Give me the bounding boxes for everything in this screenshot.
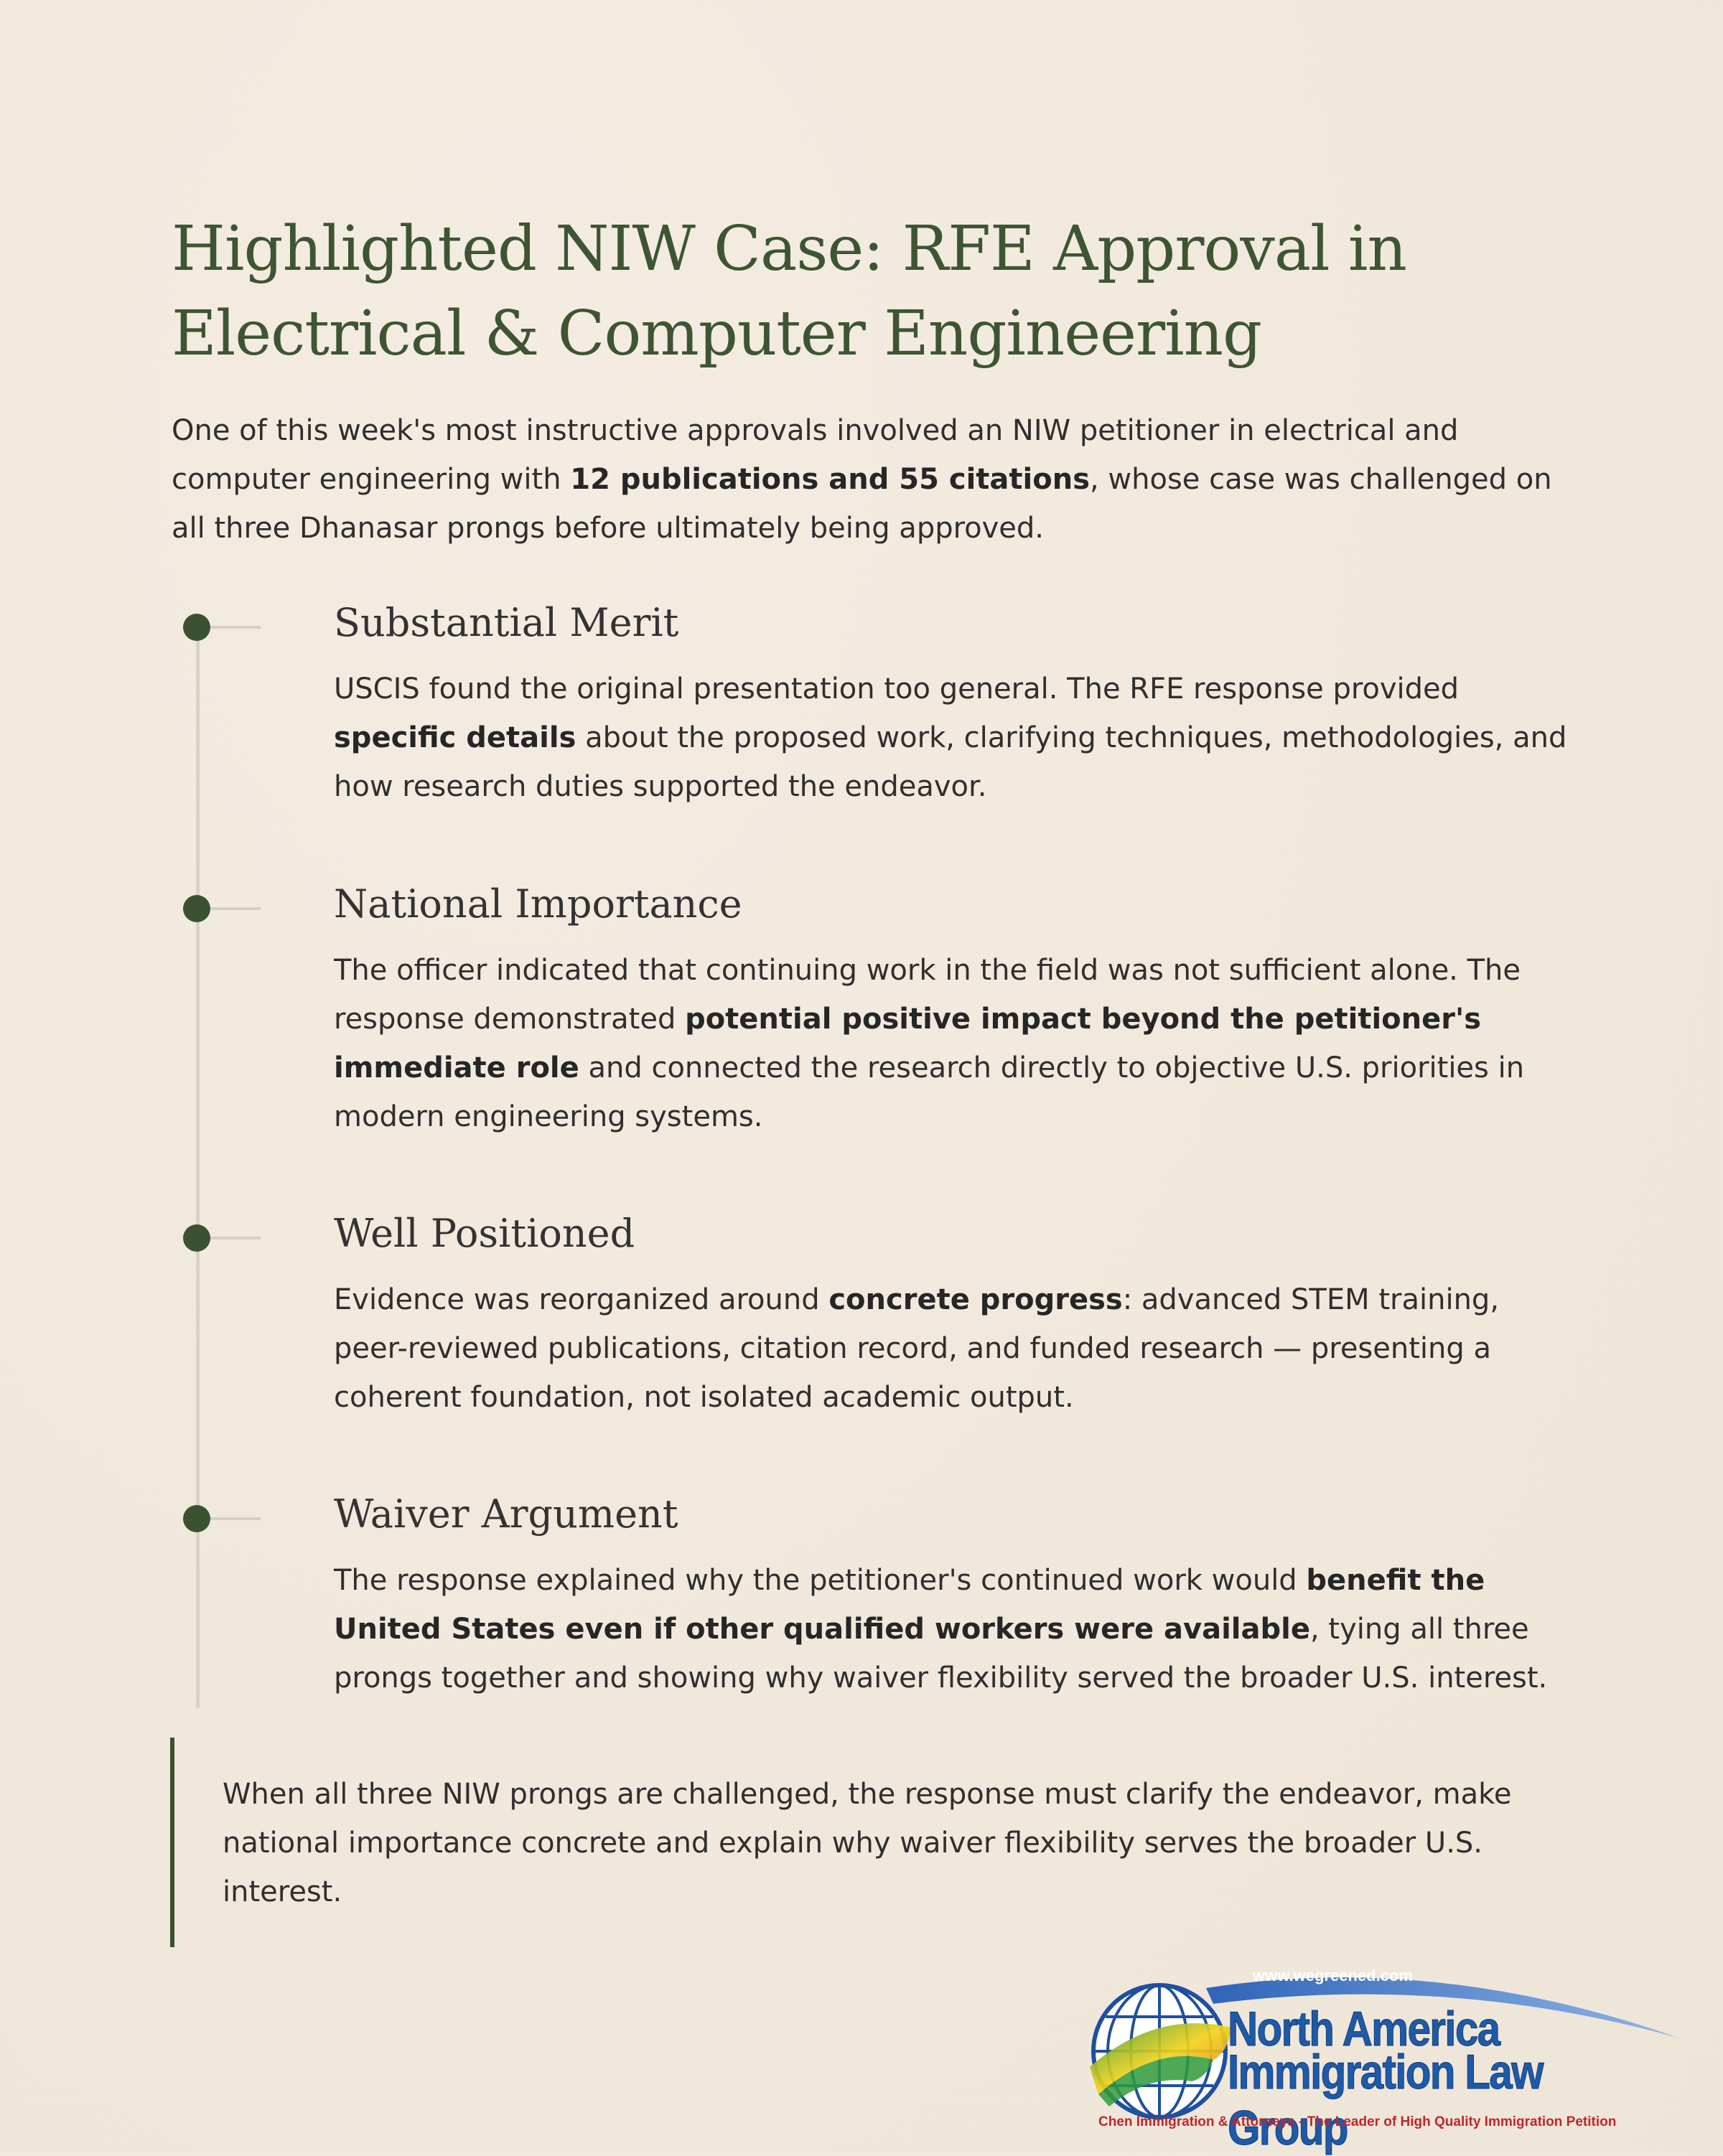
quote-accent-bar: [170, 1738, 174, 1947]
title-line-1: Highlighted NIW Case: RFE Approval in: [172, 213, 1406, 285]
section-title-national-importance: National Importance: [334, 881, 742, 927]
section-highlight: potential positive impact beyond the petitioner's immediate role: [334, 1003, 1482, 1084]
title-line-2: Electrical & Computer Engineering: [172, 298, 1262, 370]
section-text-end: and connected the research directly to objective U.S. priorities in modern engineering systems.: [334, 1051, 1525, 1133]
section-text-start: The officer indicated that continuing work in the field was not sufficient alone. The response demonstrated: [334, 954, 1521, 1036]
logo-name-line-2: Immigration Law Group: [1228, 2045, 1543, 2155]
logo-name-line-1: North America: [1228, 2002, 1500, 2056]
section-title-waiver-argument: Waiver Argument: [334, 1491, 678, 1537]
timeline-dot: [183, 1224, 210, 1252]
section-body-waiver-argument: [334, 1556, 1569, 1702]
section-text-end: about the proposed work, clarifying techniques, methodologies, and how research duties supported the endeavor.: [334, 721, 1567, 803]
timeline-connector: [210, 1237, 261, 1239]
timeline-dot: [183, 614, 210, 641]
logo-tagline: Chen Immigration & Attorneys - The Leader of High Quality Immigration Petition: [1098, 2114, 1617, 2129]
company-logo[interactable]: [1077, 1959, 1709, 2155]
logo-url[interactable]: www.wegreened.com: [1253, 1967, 1413, 1984]
section-highlight: specific details: [334, 721, 576, 754]
timeline-dot: [183, 895, 210, 922]
section-text-end: , tying all three prongs together and showing why waiver flexibility served the broader U.S. interest.: [334, 1613, 1548, 1695]
section-title-well-positioned: Well Positioned: [334, 1211, 635, 1256]
section-text-start: USCIS found the original presentation too general. The RFE response provided: [334, 672, 1460, 706]
timeline-line: [196, 623, 200, 1708]
intro-highlight: 12 publications and 55 citations: [570, 463, 1090, 496]
timeline-connector: [210, 1517, 261, 1520]
section-text-start: Evidence was reorganized around: [334, 1283, 829, 1316]
intro-paragraph: [172, 406, 1579, 553]
callout-quote: When all three NIW prongs are challenged, the response must clarify the endeavor, make national importance concrete and explain why waiver flexibility serves the broader U.S. interest.: [223, 1778, 1512, 1908]
section-body-national-importance: [334, 946, 1569, 1141]
section-text-start: The response explained why the petitioner's continued work would: [334, 1564, 1307, 1597]
section-title-substantial-merit: Substantial Merit: [334, 600, 679, 645]
section-body-well-positioned: [334, 1275, 1569, 1422]
timeline-dot: [183, 1505, 210, 1532]
section-text-end: : advanced STEM training, peer-reviewed publications, citation record, and funded research — presenting a coherent foundation, not isolated academic output.: [334, 1283, 1500, 1414]
page-title: [172, 207, 1536, 376]
section-highlight: benefit the United States even if other qualified workers were available: [334, 1564, 1485, 1646]
intro-text-end: , whose case was challenged on all three Dhanasar prongs before ultimately being approved.: [172, 463, 1552, 545]
intro-text-start: One of this week's most instructive approvals involved an NIW petitioner in electrical and computer engineering with: [172, 414, 1459, 496]
section-highlight: concrete progress: [828, 1283, 1123, 1316]
section-body-substantial-merit: [334, 665, 1569, 811]
timeline-connector: [210, 907, 261, 910]
timeline-connector: [210, 626, 261, 629]
